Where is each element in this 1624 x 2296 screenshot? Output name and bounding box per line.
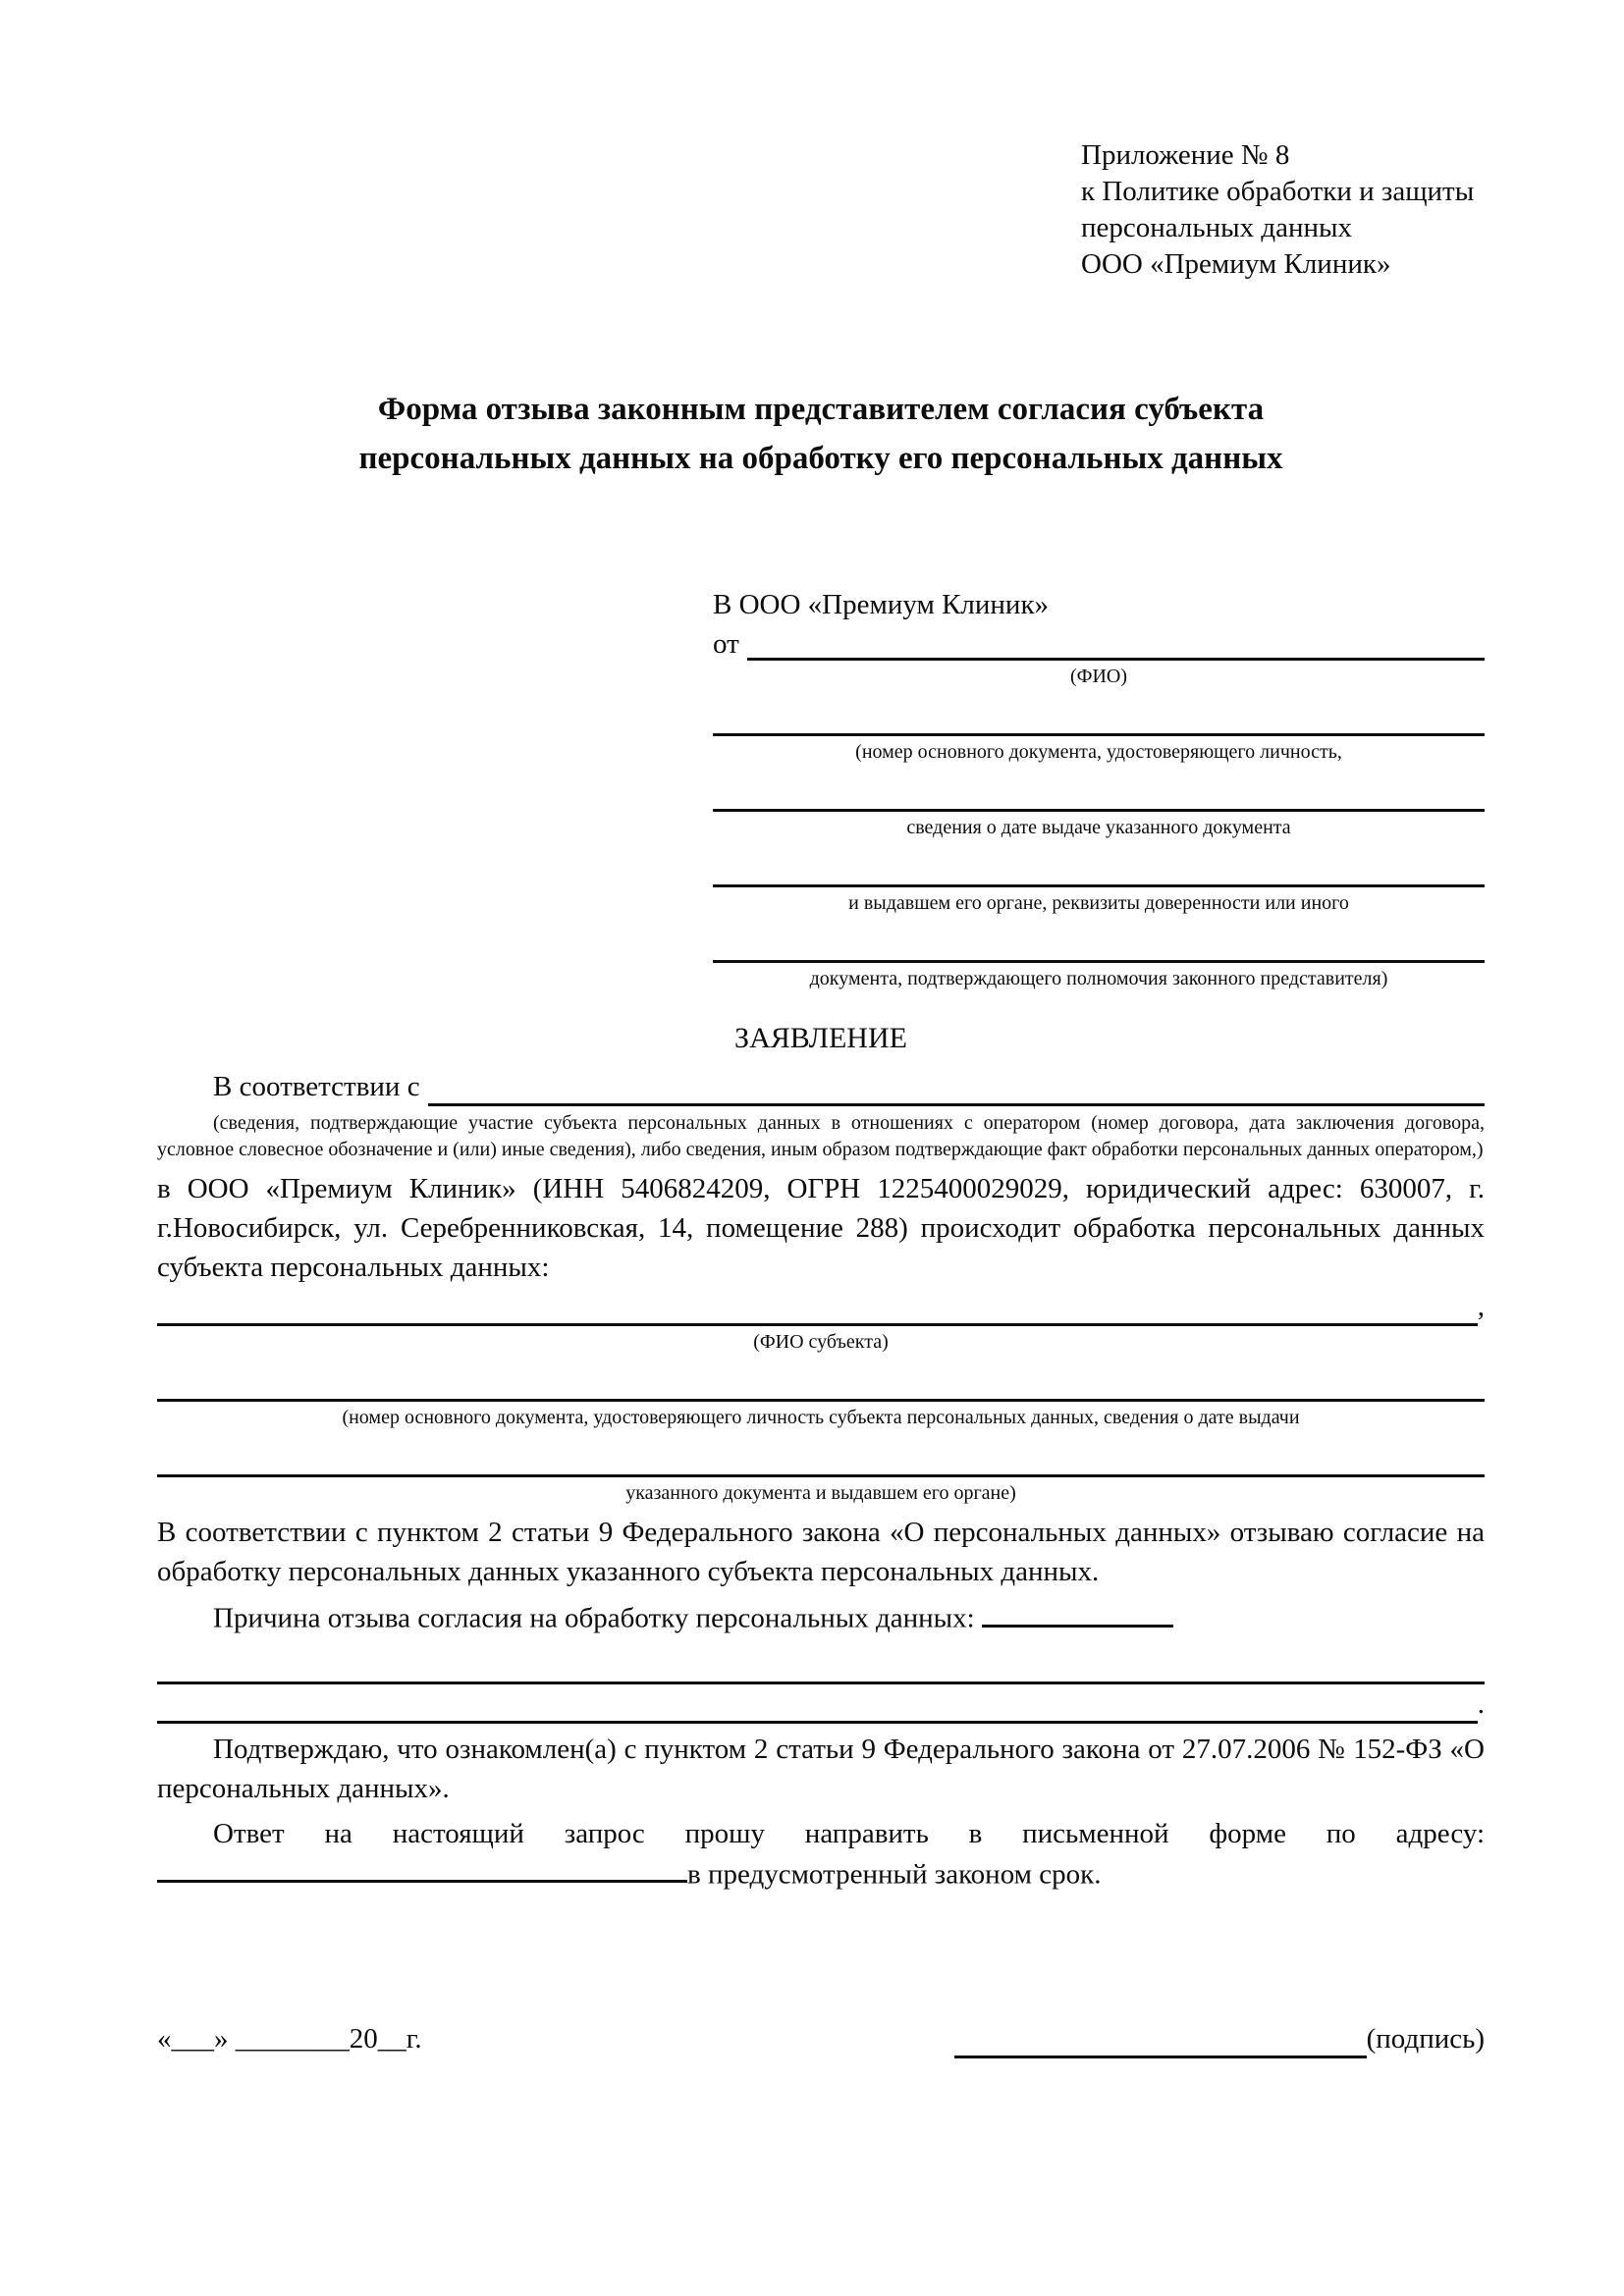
appendix-header-line: к Политике обработки и защиты [1081,176,1475,207]
reply-tail: в предусмотренный законом срок. [687,1858,1102,1891]
fio-blank-line [747,624,1485,661]
subject-fio-caption: (ФИО субъекта) [753,1331,889,1353]
subject-fio-row [157,1287,1485,1326]
reason-label: Причина отзыва согласия на обработку персональных данных: [213,1602,975,1634]
doc-blank-line [713,917,1485,963]
signature-block [954,2019,1485,2058]
doc-blank-line [713,841,1485,887]
reason-blank-line-2 [157,1638,1485,1684]
trailing-comma: , [1477,1291,1485,1322]
address-blank-line [157,1853,687,1884]
reason-blank-line-3 [157,1687,1478,1724]
addressee-from-row [713,624,1485,661]
withdrawal-paragraph: В соответствии с пунктом 2 статьи 9 Федерального закона «О персональных данных» отзываю согласие на обработку персональных данных указанного субъекта персональных данных. [157,1517,1485,1587]
intro-caption: (сведения, подтверждающие участие субъекта персональных данных в отношениях с оператором (номер договора, дата заключения договора, условное словесное обозначение и (или) иные сведения), либо сведения, иным образом подтверждающие факт обработки персональных данных оператором,) [157,1112,1485,1160]
intro-blank-line [428,1070,1485,1106]
form-title: Форма отзыва законным представителем согласия субъекта персональных данных на обработку его персональных данных [358,392,1283,476]
signature-blank-line [954,2022,1367,2058]
reason-row [157,1597,1485,1638]
doc-blank-line [713,766,1485,812]
appendix-header-line: ООО «Премиум Клиник» [1081,248,1391,280]
from-label: от [713,628,739,660]
operator-paragraph: в ООО «Премиум Клиник» (ИНН 5406824209, ОГРН 1225400029029, юридический адрес: 630007, г. г.Новосибирск, ул. Серебренниковская, 14, помещение 288) происходит обработка персональных данных субъекта персональных данных: [157,1173,1485,1283]
doc-blank-line [713,690,1485,736]
statement-heading: ЗАЯВЛЕНИЕ [734,1022,907,1054]
addressee-to: В ООО «Премиум Клиник» [713,589,1050,620]
subject-doc-blank-line [157,1356,1485,1402]
appendix-header [1081,137,1485,283]
appendix-header-line: Приложение № 8 [1081,139,1290,171]
reply-text: Ответ на настоящий запрос прошу направить в письменной форме по адресу: [213,1817,1485,1849]
intro-row [157,1067,1485,1106]
doc-caption: и выдавшем его органе, реквизиты доверенности или иного [848,892,1349,914]
reason-blank-line [982,1597,1173,1628]
doc-caption: документа, подтверждающего полномочия законного представителя) [809,968,1388,989]
fio-caption: (ФИО) [1069,666,1127,687]
signature-caption: (подпись) [1366,2023,1485,2056]
reason-blank-row-3 [157,1684,1485,1724]
doc-caption: (номер основного документа, удостоверяющего личность, [855,741,1342,763]
subject-doc-blank-line [157,1431,1485,1477]
date-line: «___» ________20__г. [157,2023,422,2056]
subject-fio-blank-line [157,1290,1478,1326]
footer [157,2019,1485,2058]
confirm-paragraph: Подтверждаю, что ознакомлен(а) с пунктом 2 статьи 9 Федерального закона от 27.07.2006 № 152-ФЗ «О персональных данных». [157,1733,1485,1804]
appendix-header-line: персональных данных [1081,212,1353,243]
reply-paragraph [157,1814,1485,1895]
doc-caption: сведения о дате выдаче указанного документа [906,817,1291,838]
subject-doc-caption-1: (номер основного документа, удостоверяющего личность субъекта персональных данных, сведения о дате выдачи [342,1407,1300,1428]
subject-doc-caption-2: указанного документа и выдавшем его органе) [625,1482,1016,1504]
trailing-period: . [1477,1687,1485,1720]
intro-label: В соответствии с [213,1071,420,1102]
addressee-block [713,585,1485,992]
